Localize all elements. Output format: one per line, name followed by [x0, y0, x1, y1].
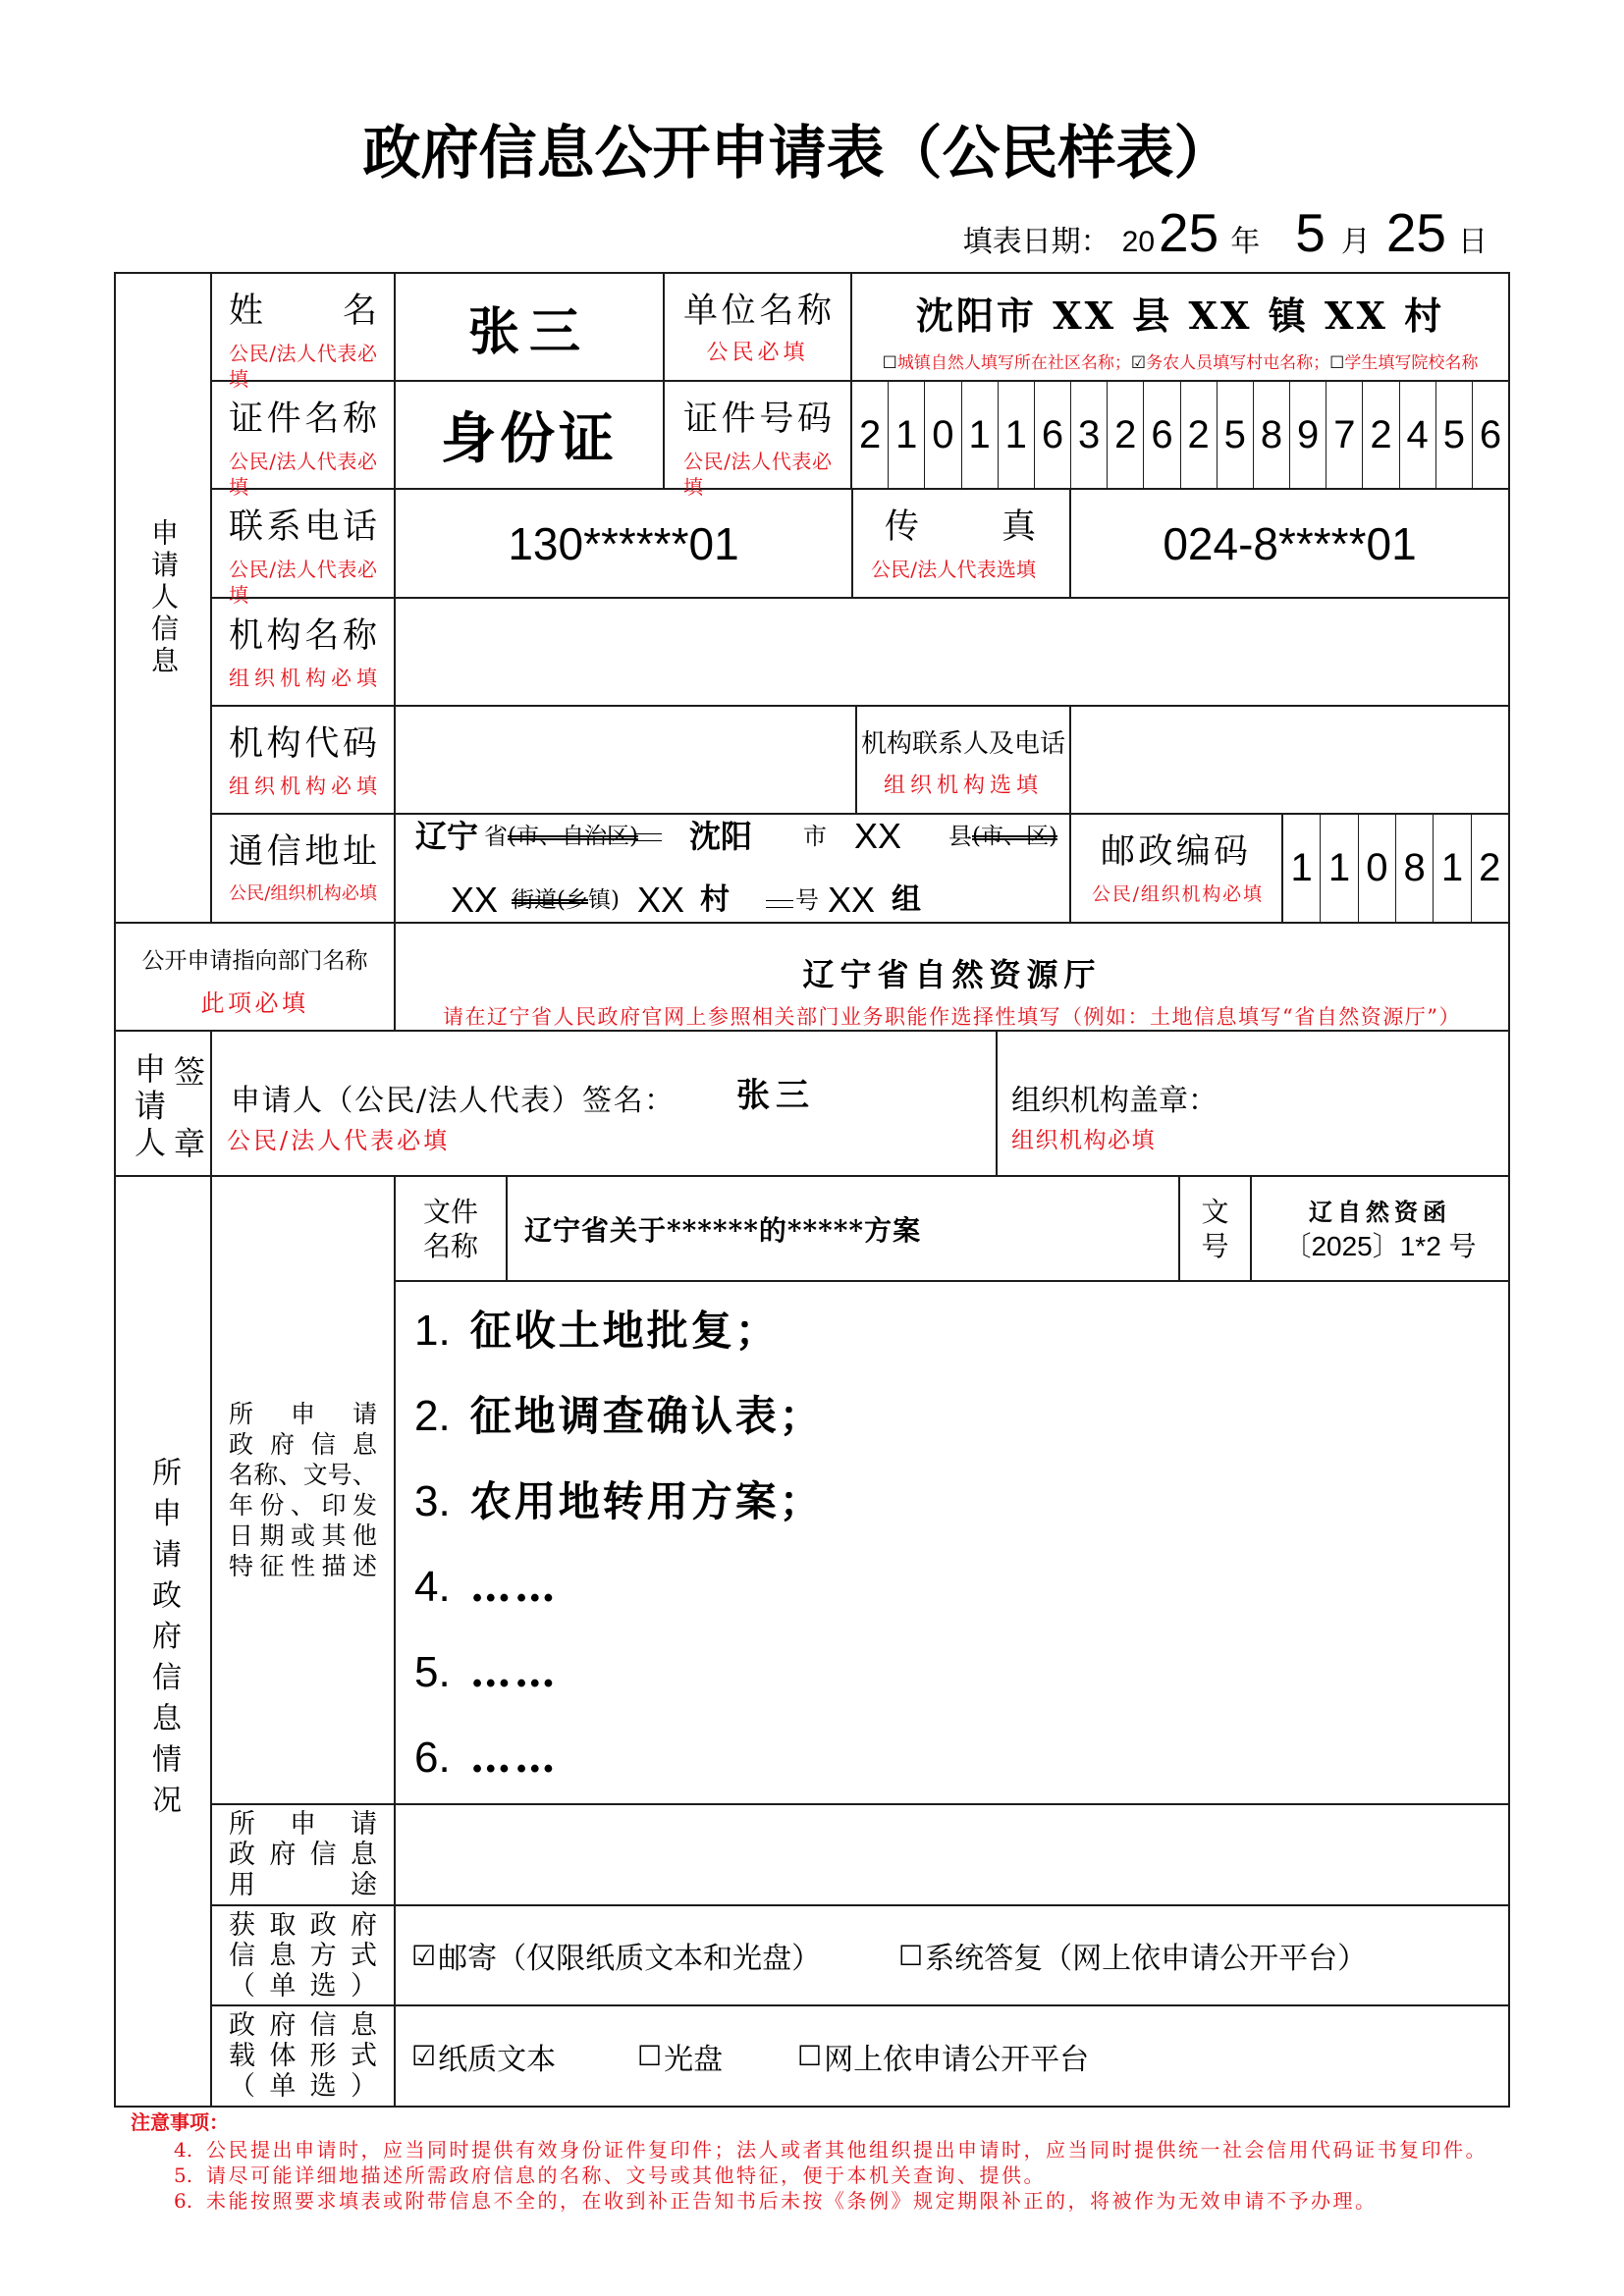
org-name-field[interactable] — [395, 598, 1509, 706]
department-value[interactable]: 辽宁省自然资源厅 — [802, 956, 1102, 993]
item-number: 5. — [414, 1648, 451, 1696]
address-village-unit: 村 — [700, 882, 730, 917]
doc-number-line[interactable]: 辽自然资函 — [1309, 1197, 1451, 1226]
purpose-field[interactable] — [395, 1804, 1509, 1905]
item-text[interactable]: …… — [469, 1648, 559, 1696]
item-text[interactable]: 征地调查确认表； — [469, 1392, 824, 1440]
note-number: 5. — [174, 2163, 193, 2187]
file-name-label-line: 名称 — [422, 1229, 478, 1262]
item-text[interactable]: …… — [469, 1734, 559, 1782]
id-type-hint: 公民/法人代表必填 — [229, 450, 377, 499]
note-text: 未能按照要求填表或附带信息不全的，在收到补正告知书后未按《条例》规定期限补正的，将被作为无效申请不予办理。 — [206, 2189, 1378, 2213]
address-town-unit — [512, 879, 620, 922]
description-label-line: 所申请 — [229, 1400, 377, 1428]
id-digit[interactable]: 2 — [1362, 382, 1398, 488]
id-digit[interactable]: 7 — [1326, 382, 1362, 488]
address-struck-unit: (市、区) — [972, 824, 1057, 849]
name-hint: 公民/法人代表必填 — [229, 342, 377, 391]
unit-value[interactable]: 沈阳市 XX 县 XX 镇 XX 村 — [915, 294, 1445, 338]
address-number-unit — [766, 879, 819, 922]
delivery-method-label-cell — [211, 1905, 395, 2005]
carrier-form-label-cell — [211, 2005, 395, 2107]
id-digit[interactable]: 5 — [1435, 382, 1472, 488]
list-item — [414, 1459, 1508, 1544]
id-digit[interactable]: 6 — [1034, 382, 1070, 488]
carrier-option-online[interactable] — [797, 2006, 1089, 2106]
phone-field[interactable] — [395, 489, 852, 598]
checkbox-icon[interactable]: ☐ — [637, 2040, 663, 2072]
name-value[interactable]: 张三 — [467, 301, 590, 362]
name-field[interactable] — [395, 273, 664, 381]
fill-date-month[interactable]: 5 — [1295, 202, 1326, 263]
postal-digit[interactable]: 1 — [1320, 815, 1357, 922]
strikethrough-line — [634, 833, 662, 841]
id-type-field[interactable] — [395, 381, 664, 489]
strikethrough-mark — [634, 815, 664, 858]
file-name-label-cell — [395, 1176, 507, 1281]
id-type-label-cell — [211, 381, 395, 499]
unit-option-urban-checkbox[interactable]: ☐ — [882, 353, 897, 373]
carrier-option-disc-label[interactable]: 光盘 — [664, 2042, 724, 2077]
org-name-label: 机构名称 — [229, 616, 377, 656]
checkbox-icon[interactable]: ☐ — [797, 2040, 823, 2072]
item-text[interactable]: 农用地转用方案； — [469, 1477, 824, 1525]
applicant-signature-hint: 公民/法人代表必填 — [227, 1127, 451, 1154]
id-digit[interactable]: 9 — [1289, 382, 1326, 488]
description-label-cell — [211, 1176, 395, 1804]
address-group-unit: 组 — [892, 882, 921, 917]
checkbox-checked-icon[interactable]: ☑ — [411, 1939, 437, 1972]
id-digit[interactable]: 5 — [1217, 382, 1253, 488]
address-field[interactable] — [395, 814, 1070, 923]
delivery-option-mail-label[interactable]: 邮寄（仅限纸质文本和光盘） — [438, 1942, 822, 1976]
list-item — [414, 1544, 1508, 1629]
fax-value[interactable]: 024-8*****01 — [1163, 517, 1417, 569]
org-seal-field[interactable] — [997, 1031, 1509, 1176]
item-number: 2. — [414, 1392, 451, 1440]
checkbox-checked-icon[interactable]: ☑ — [411, 2040, 437, 2072]
phone-value[interactable]: 130******01 — [508, 517, 739, 569]
item-number: 1. — [414, 1307, 451, 1355]
department-label-cell — [115, 923, 395, 1031]
address-city-unit: 市 — [803, 823, 827, 850]
address-label: 通信地址 — [229, 832, 377, 872]
fill-date-day[interactable]: 25 — [1385, 202, 1446, 263]
id-number-label: 证件号码 — [683, 400, 832, 439]
note-number: 4. — [174, 2138, 193, 2162]
description-label-line: 日期或其他 — [229, 1522, 377, 1550]
name-label-cell — [211, 273, 395, 391]
unit-label: 单位名称 — [683, 292, 832, 331]
fill-date-day-unit: 日 — [1458, 225, 1488, 259]
applicant-signature-label: 申请人（公民/法人代表）签名： — [231, 1084, 676, 1118]
address-group-value[interactable]: XX — [828, 880, 876, 920]
fill-date-label: 填表日期： — [962, 225, 1110, 259]
org-contact-hint: 组织机构选填 — [883, 774, 1043, 798]
delivery-method-field — [395, 1905, 1509, 2005]
id-digit[interactable]: 2 — [1107, 382, 1143, 488]
org-name-hint: 组织机构必填 — [229, 667, 377, 690]
unit-option-student-label[interactable]: 学生填写院校名称 — [1344, 353, 1479, 373]
phone-hint: 公民/法人代表必填 — [229, 558, 377, 607]
item-text[interactable]: 征收土地批复； — [469, 1307, 780, 1355]
id-digit[interactable]: 6 — [1143, 382, 1179, 488]
fill-date-year-suffix[interactable]: 25 — [1159, 202, 1219, 263]
org-seal-label: 组织机构盖章： — [1011, 1084, 1218, 1118]
name-label: 姓名 — [229, 292, 377, 331]
description-label-line: 政府信息 — [229, 1430, 377, 1459]
postal-code-label-cell — [1070, 814, 1282, 923]
postal-code-hint: 公民/组织机构必填 — [1092, 883, 1262, 905]
address-town-unit-text: 镇) — [587, 887, 620, 913]
note-text: 请尽可能详细地描述所需政府信息的名称、文号或其他特征，便于本机关查询、提供。 — [206, 2163, 1046, 2187]
address-hint: 公民/组织机构必填 — [229, 883, 377, 904]
department-instruction: 请在辽宁省人民政府官网上参照相关部门业务职能作选择性填写（例如：土地信息填写“省自然资源厅”） — [443, 1005, 1461, 1029]
requested-info-section-label-cell — [115, 1176, 211, 2107]
unit-hint: 公民必填 — [706, 341, 809, 365]
org-code-label: 机构代码 — [229, 724, 377, 764]
carrier-form-label-line: 载体形式 — [229, 2041, 377, 2071]
org-code-label-cell — [211, 706, 395, 814]
applicant-section-label-cell — [115, 273, 211, 923]
checkbox-icon[interactable]: ☐ — [898, 1939, 924, 1972]
id-number-hint: 公民/法人代表必填 — [683, 450, 832, 499]
address-label-cell — [211, 814, 395, 923]
unit-option-urban-label[interactable]: 城镇自然人填写所在社区名称； — [896, 353, 1131, 373]
delivery-option-mail[interactable] — [411, 1906, 821, 2004]
unit-type-options — [852, 352, 1508, 374]
list-item — [414, 1715, 1508, 1800]
list-item — [414, 1373, 1508, 1459]
id-digit[interactable]: 1 — [998, 382, 1034, 488]
purpose-label-line: 用途 — [229, 1870, 377, 1900]
unit-field[interactable] — [851, 273, 1509, 381]
fill-date-year-prefix: 20 — [1121, 226, 1156, 258]
note-text: 公民提出申请时，应当同时提供有效身份证件复印件；法人或者其他组织提出申请时，应当同时提供统一社会信用代码证书复印件。 — [206, 2138, 1488, 2162]
department-hint: 此项必填 — [200, 989, 309, 1017]
org-code-hint: 组织机构必填 — [229, 774, 377, 798]
address-province-value[interactable]: 辽宁 — [415, 818, 479, 855]
fax-label: 传真 — [885, 507, 1036, 547]
id-digit[interactable]: 4 — [1399, 382, 1435, 488]
file-name-value[interactable]: 辽宁省关于******的*****方案 — [524, 1213, 922, 1247]
address-number-unit-text: 号 — [795, 886, 819, 914]
postal-code-label: 邮政编码 — [1101, 832, 1248, 872]
file-name-label-line: 文件 — [422, 1195, 478, 1228]
notes-title: 注意事项： — [131, 2110, 229, 2134]
postal-code-field[interactable] — [1282, 814, 1509, 923]
item-number: 4. — [414, 1563, 451, 1611]
postal-digit[interactable]: 8 — [1395, 815, 1433, 922]
doc-number-line[interactable]: 〔2025〕1*2 号 — [1283, 1230, 1477, 1261]
list-item — [414, 1629, 1508, 1715]
description-label-line: 名称、文号、 — [229, 1461, 377, 1489]
applicant-section-label: 申请人信息 — [147, 517, 180, 678]
postal-digit[interactable]: 1 — [1290, 846, 1313, 889]
delivery-option-system[interactable] — [898, 1906, 1367, 2004]
fax-label-cell — [852, 489, 1070, 598]
applicant-signature-value[interactable]: 张三 — [736, 1076, 815, 1115]
postal-digit[interactable]: 1 — [1433, 815, 1470, 922]
strikethrough-line — [766, 900, 793, 908]
purpose-label-line: 所申请 — [229, 1809, 377, 1840]
org-seal-hint: 组织机构必填 — [1011, 1128, 1156, 1153]
purpose-label-cell — [211, 1804, 395, 1905]
address-struck-unit: (市、自治区) — [508, 824, 638, 849]
address-county-unit: 县 — [948, 823, 972, 850]
description-label-line: 特征性描述 — [229, 1552, 377, 1580]
carrier-option-online-label[interactable]: 网上依申请公开平台 — [824, 2042, 1090, 2077]
unit-option-student-checkbox[interactable]: ☐ — [1329, 353, 1345, 373]
item-text[interactable]: …… — [469, 1563, 559, 1611]
id-digit[interactable]: 2 — [858, 412, 882, 456]
org-name-label-cell — [211, 598, 395, 706]
requested-items-field[interactable] — [395, 1281, 1509, 1804]
fax-hint: 公民/法人代表选填 — [871, 558, 1036, 581]
org-code-field[interactable] — [395, 706, 856, 814]
doc-number-field[interactable] — [1251, 1176, 1509, 1281]
id-digit[interactable]: 1 — [961, 382, 998, 488]
doc-number-label-cell — [1179, 1176, 1251, 1281]
carrier-option-disc[interactable] — [637, 2006, 723, 2106]
address-province-unit: 省 — [484, 823, 508, 850]
address-town-value[interactable]: XX — [451, 880, 499, 920]
carrier-option-paper-label[interactable]: 纸质文本 — [438, 2042, 557, 2077]
carrier-form-label-line: 政府信息 — [229, 2010, 377, 2041]
id-number-label-cell — [664, 381, 851, 499]
org-contact-label-cell — [856, 706, 1070, 814]
id-digit[interactable]: 1 — [888, 382, 924, 488]
unit-option-farmer-checkbox[interactable]: ☑ — [1130, 353, 1147, 373]
carrier-option-paper[interactable] — [411, 2006, 556, 2106]
id-number-field[interactable] — [851, 381, 1509, 489]
address-line-1 — [396, 815, 1069, 858]
note-item — [174, 2137, 1488, 2163]
id-digit[interactable]: 0 — [924, 382, 960, 488]
id-digit[interactable]: 3 — [1070, 382, 1107, 488]
requested-info-section-label: 所申请政府信息情况 — [146, 1457, 181, 1826]
phone-label-cell — [211, 489, 395, 607]
unit-label-cell — [664, 273, 851, 381]
signature-section-label-cell — [115, 1031, 211, 1199]
postal-digit[interactable]: 0 — [1358, 815, 1395, 922]
department-label: 公开申请指向部门名称 — [141, 948, 368, 974]
note-item — [174, 2188, 1378, 2214]
note-number: 6. — [174, 2189, 193, 2213]
id-type-label: 证件名称 — [229, 400, 377, 439]
fill-date-month-unit: 月 — [1340, 225, 1371, 259]
carrier-form-label-line: （单选） — [229, 2071, 377, 2102]
doc-number-label-line: 文 — [1201, 1195, 1229, 1228]
department-field[interactable] — [395, 923, 1509, 1031]
signature-section-label-seal: 签章 — [169, 1055, 206, 1199]
file-name-field[interactable] — [507, 1176, 1179, 1281]
org-contact-field[interactable] — [1070, 706, 1509, 814]
doc-number-label-line: 号 — [1201, 1229, 1229, 1262]
address-city-value[interactable]: 沈阳 — [689, 818, 753, 855]
list-item — [414, 1288, 1508, 1373]
applicant-signature-field[interactable] — [211, 1031, 997, 1176]
id-digit[interactable]: 6 — [1472, 382, 1508, 488]
address-county-value[interactable]: XX — [854, 816, 902, 856]
note-item — [174, 2163, 1046, 2188]
unit-option-farmer-label[interactable]: 务农人员填写村屯名称； — [1146, 353, 1330, 373]
item-number: 6. — [414, 1734, 451, 1782]
fill-date — [963, 201, 1488, 266]
signature-section-label-applicant: 申请人 — [130, 1052, 167, 1163]
id-digit[interactable]: 2 — [1180, 382, 1217, 488]
id-type-value[interactable]: 身份证 — [441, 406, 618, 471]
address-struck-unit: 街道(乡 — [512, 887, 588, 913]
description-label-line: 年份、印发 — [229, 1491, 377, 1520]
org-contact-label: 机构联系人及电话 — [860, 729, 1065, 759]
postal-digit[interactable]: 2 — [1471, 815, 1508, 922]
purpose-label-line: 政府信息 — [229, 1840, 377, 1870]
fill-date-year-unit: 年 — [1230, 225, 1261, 259]
address-village-value[interactable]: XX — [637, 880, 685, 920]
phone-label: 联系电话 — [229, 507, 377, 547]
address-line-2 — [396, 879, 1069, 922]
delivery-method-label-line: 获取政府 — [229, 1909, 377, 1941]
carrier-form-field — [395, 2005, 1509, 2107]
delivery-method-label-line: 信息方式 — [229, 1940, 377, 1971]
delivery-option-system-label[interactable]: 系统答复（网上依申请公开平台） — [925, 1942, 1368, 1976]
fax-field[interactable] — [1070, 489, 1509, 598]
id-digit[interactable]: 8 — [1253, 382, 1289, 488]
item-number: 3. — [414, 1477, 451, 1525]
page-title: 政府信息公开申请表（公民样表） — [362, 119, 1232, 187]
delivery-method-label-line: （单选） — [229, 1970, 377, 2002]
